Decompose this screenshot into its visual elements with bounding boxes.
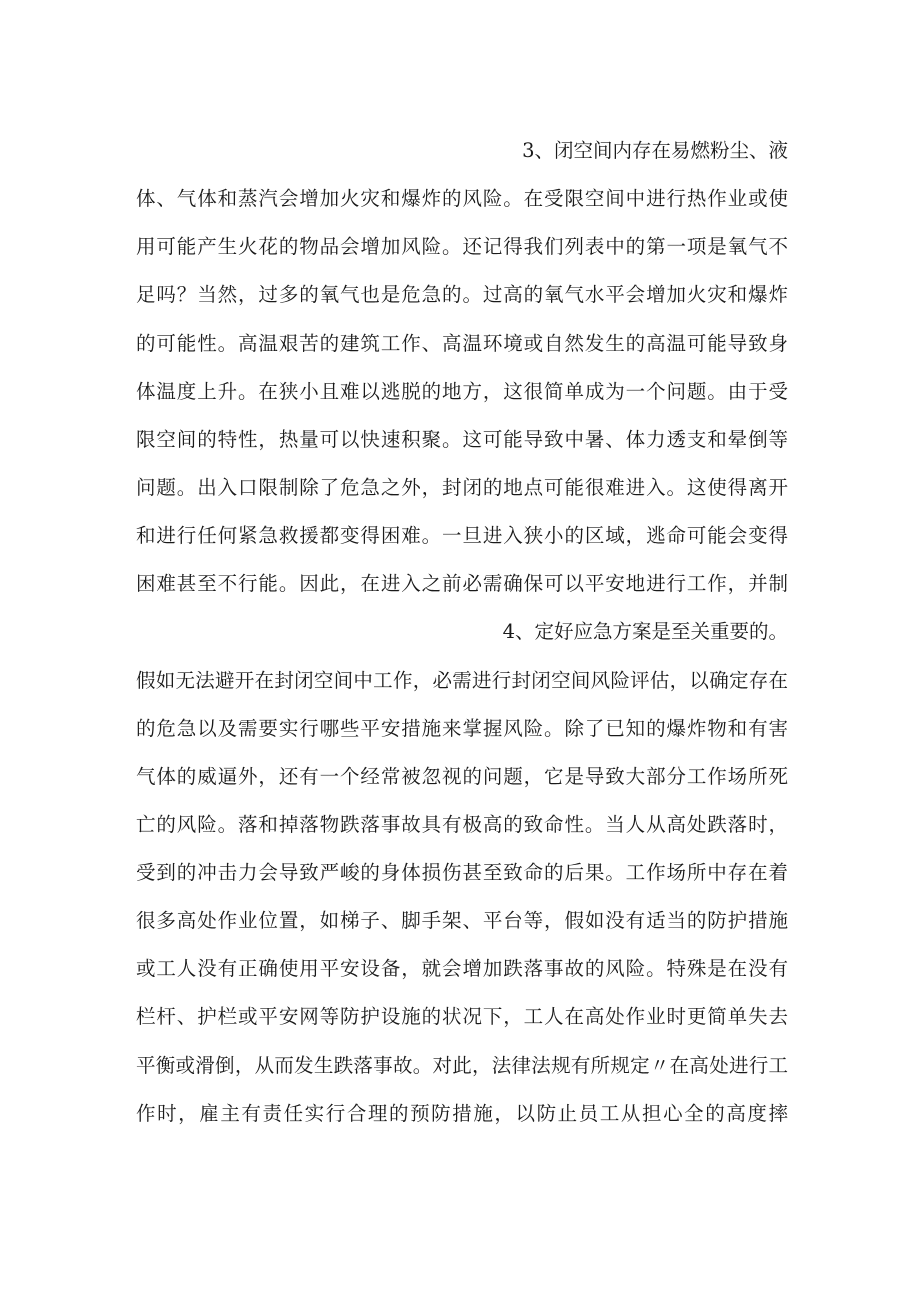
text-line-20: 平衡或滑倒，从而发生跌落事故。对此，法律法规有所规定〃在高处进行工	[136, 1054, 788, 1077]
text-line-21: 作时，雇主有责任实行合理的预防措施，以防止员工从担心全的高度摔	[136, 1102, 788, 1125]
text-line-17: 很多高处作业位置，如梯子、脚手架、平台等，假如没有适当的防护措施	[136, 909, 788, 932]
text-line-4: 足吗？当然，过多的氧气也是危急的。过高的氧气水平会增加火灾和爆炸	[136, 283, 788, 306]
text-line-2: 体、气体和蒸汽会增加火灾和爆炸的风险。在受限空间中进行热作业或使	[136, 187, 788, 210]
text-line-19: 栏杆、护栏或平安网等防护设施的状况下，工人在高处作业时更简单失去	[136, 1005, 788, 1028]
text-line-10: 困难甚至不行能。因此，在进入之前必需确保可以平安地进行工作，并制	[136, 572, 788, 595]
text-line-6: 体温度上升。在狭小且难以逃脱的地方，这很简单成为一个问题。由于受	[136, 380, 788, 403]
text-line-12: 假如无法避开在封闭空间中工作，必需进行封闭空间风险评估，以确定存在	[136, 669, 788, 692]
text-line-3: 用可能产生火花的物品会增加风险。还记得我们列表中的第一项是氧气不	[136, 235, 788, 258]
text-line-16: 受到的冲击力会导致严峻的身体损伤甚至致命的后果。工作场所中存在着	[136, 861, 788, 884]
text-line-18: 或工人没有正确使用平安设备，就会增加跌落事故的风险。特殊是在没有	[136, 957, 788, 980]
text-line-13: 的危急以及需要实行哪些平安措施来掌握风险。除了已知的爆炸物和有害	[136, 717, 788, 740]
text-line-1: 3、闭空间内存在易燃粉尘、液	[522, 139, 788, 162]
section-heading-4: 4、定好应急方案是至关重要的。	[502, 620, 788, 643]
text-line-9: 和进行任何紧急救援都变得困难。一旦进入狭小的区域，逃命可能会变得	[136, 524, 788, 547]
text-line-15: 亡的风险。落和掉落物跌落事故具有极高的致命性。当人从高处跌落时，	[136, 813, 788, 836]
text-line-8: 问题。出入口限制除了危急之外，封闭的地点可能很难进入。这使得离开	[136, 476, 788, 499]
text-line-5: 的可能性。高温艰苦的建筑工作、高温环境或自然发生的高温可能导致身	[136, 332, 788, 355]
text-line-7: 限空间的特性，热量可以快速积聚。这可能导致中暑、体力透支和晕倒等	[136, 428, 788, 451]
text-line-14: 气体的威逼外，还有一个经常被忽视的问题，它是导致大部分工作场所死	[136, 765, 788, 788]
